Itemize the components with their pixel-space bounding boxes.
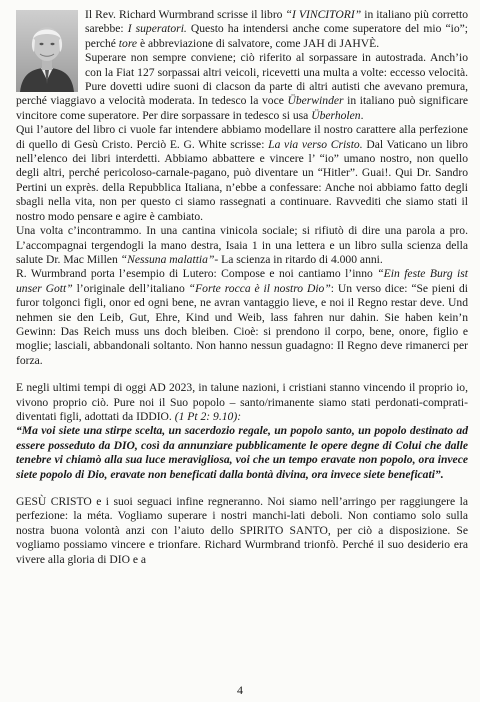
page-number: 4 [237, 683, 243, 697]
paragraph-intro: Il Rev. Richard Wurmbrand scrisse il libro “I VINCITORI” in italiano più corretto sarebbe: I superatori. Questo ha intendersi anche come superatore del mio “io”; perché tore è abbreviazione di salvatore, come JAH di JAHVÈ. [85, 8, 469, 50]
book-title: “I VINCITORI” [285, 8, 362, 21]
paragraph-luther-hymn: R. Wurmbrand porta l’esempio di Lutero: Compose e noi cantiamo l’inno “Ein feste Burg ist unser Gott” l’originale dell’italiano “Forte rocca è il nostro Dio”: Un verso dice: “Se pieni di furor tolgonci figli, onor ed ogni bene, ne avran vantaggio lieve, e noi il Regno restar deve. Und nehmen sie den Leib, Gut, Ehre, Kind und Weib, lass fahren nur dahin. Sie haben kein’n Gewinn: Das Reich muss uns doch bleiben. Cioè: si prendono il corpo, bene, onore, figlio e moglie; lasciali, abbandonali soltanto. Non hanno nessun guadagno: Il Regno deve rimanerci per forza. [16, 267, 469, 367]
paragraph-gap [16, 482, 468, 495]
paragraph-character: Qui l’autore del libro ci vuole far intendere abbiamo modellare il nostro carattere alla perfezione di quello di Gesù Cristo. Perciò E. G. White scrisse: La via verso Cristo. Dal Vaticano un libro nell’elenco dei libri interdetti. Abbiamo abbattere e vincere l’ “io” umano nostro, non quello degli altri, perché pericoloso-carnale-pagano, può diventare un “Hitler”. Guai!. Qui Dr. Sandro Pertini un exprès. della Repubblica Italiana, n’ebbe a confessare: Anche noi abbiamo fatto degli sbagli nella vita, non per questo ci siamo rassegnati a continuare. Ravvediti che siamo stati il nostro modo pensare e agire è cambiato. [16, 123, 468, 223]
paragraph-gap [16, 368, 468, 381]
paragraph-conclusion: GESÙ CRISTO e i suoi seguaci infine regneranno. Noi siamo nell’arringo per raggiungere la perfezione: la méta. Vogliamo superare i nostri manchi-lati deboli. Non contiamo solo sulla nostra buona volontà anzi con l’aiuto dello SPIRITO SANTO, per ciò a disposizione. Se vogliamo possiamo vincere e trionfare. Richard Wurmbrand trionfò. Perché il suo desiderio era vivere alla gloria di DIO e a [16, 495, 468, 566]
author-portrait-photo [16, 10, 78, 92]
scripture-quote: “Ma voi siete una stirpe scelta, un sacerdozio regale, un popolo santo, un popolo destinato ad essere posseduto da DIO, così da annunziare pubblicamente le opere degne di Colui che dalle tenebre vi chiamò alla sua luce meravigliosa, voi che un tempo eravate non popolo, ora invece siete popolo di Dio, eravate non beneficati dalla bontà divina, ora invece siete beneficati”. [16, 424, 468, 481]
text-column [16, 8, 468, 567]
paragraph-modern-times: E negli ultimi tempi di oggi AD 2023, in talune nazioni, i cristiani stanno vincendo il proprio io, vivono proprio ciò. Pure noi il Suo popolo – santo/rimanente siamo stati perdonati-comprati-diventati figli, adottati da IDDIO. (1 Pt 2: 9.10): [16, 381, 468, 423]
paragraph-overtaking: Superare non sempre conviene; ciò riferito al sorpassare in autostrada. Anch’io con la Fiat 127 sorpassai altri veicoli, ricevetti una multa a volte: eccesso velocità. Pure dovetti udire suoni di clacson da parte di altri autisti che avevano premura, perché viaggiavo a velocità moderata. In tedesco la voce Überwinder in italiano può significare vincitore come superatore. Per dire sorpassare in tedesco si usa Überholen. [16, 51, 469, 122]
paragraph-meeting: Una volta c’incontrammo. In una cantina vinicola sociale; si rifiutò di dire una parola a pro. L’accompagnai tergendogli la mano destra, Isaia 1 in una lettera e un libro sulla scienza della salute Dr. Mac Millen “Nessuna malattia”- La scienza in ritardo di 4.000 anni. [16, 224, 468, 266]
scripture-reference: (1 Pt 2: 9.10): [174, 409, 242, 423]
